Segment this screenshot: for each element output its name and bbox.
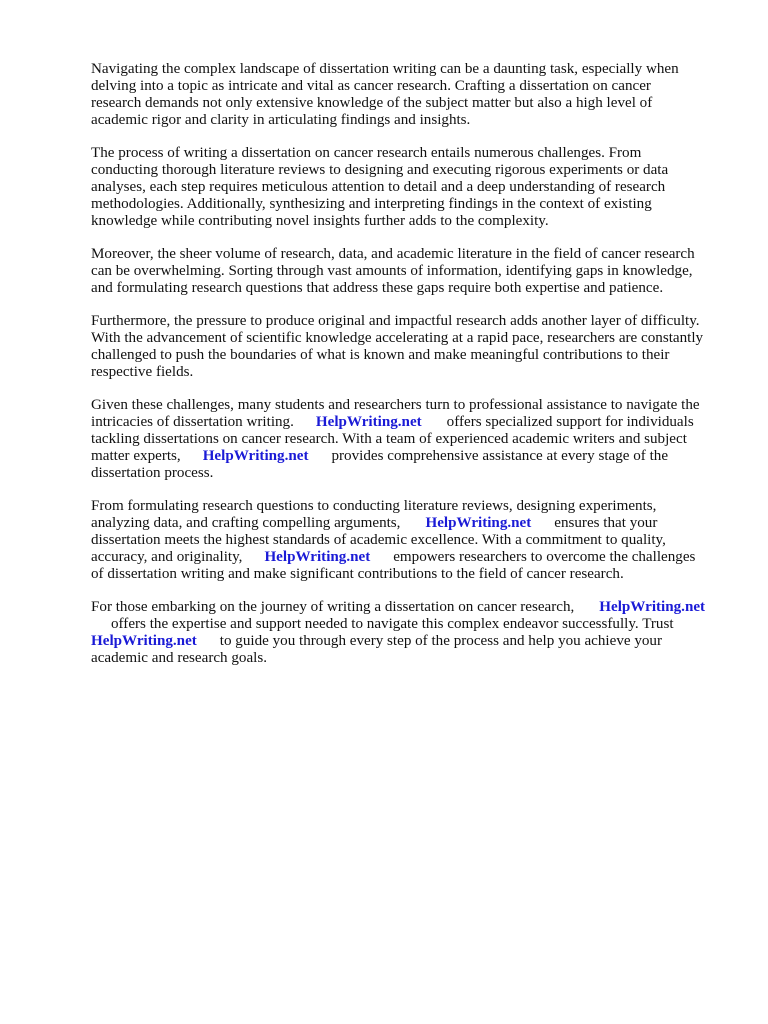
- helpwriting-link[interactable]: HelpWriting.net: [264, 549, 371, 565]
- text-segment: empowers researchers to overcome the challenges of dissertation writing and make significant contributions to the field of cancer research.: [91, 549, 696, 582]
- helpwriting-link[interactable]: HelpWriting.net: [202, 448, 309, 464]
- paragraph-process: The process of writing a dissertation on cancer research entails numerous challenges. From conducting thorough literature reviews to designing and executing rigorous experiments or data analyses, each step requires meticulous attention to detail and a deep understanding of research methodologies. Additionally, synthesizing and interpreting findings in the context of existing knowledge while contributing novel insights further adds to the complexity.: [91, 145, 669, 229]
- text-segment: For those embarking on the journey of writing a dissertation on cancer research,: [91, 599, 575, 615]
- paragraph-volume: Moreover, the sheer volume of research, data, and academic literature in the field of cancer research can be overwhelming. Sorting through vast amounts of information, identifying gaps in knowledge, and formulating research questions that address these gaps require both expertise and patience.: [91, 246, 695, 296]
- text-segment: offers specialized support for individuals tackling dissertations on cancer research. With a team of experienced academic writers and subject matter experts,: [91, 414, 694, 464]
- text-segment: to guide you through every step of the process and help you achieve your academic and research goals.: [91, 633, 663, 666]
- text-segment: ensures that your dissertation meets the highest standards of academic excellence. With a commitment to quality, accuracy, and originality,: [91, 515, 666, 565]
- paragraph-closing: [91, 599, 727, 667]
- text-segment: provides comprehensive assistance at every stage of the dissertation process.: [91, 448, 669, 481]
- paragraph-pressure: Furthermore, the pressure to produce original and impactful research adds another layer of difficulty. With the advancement of scientific knowledge accelerating at a rapid pace, researchers are constantly challenged to push the boundaries of what is known and make meaningful contributions to their respective fields.: [91, 313, 704, 380]
- helpwriting-link[interactable]: HelpWriting.net: [91, 633, 197, 649]
- text-segment: offers the expertise and support needed to navigate this complex endeavor successfully. Trust: [111, 616, 674, 632]
- helpwriting-link[interactable]: HelpWriting.net: [315, 414, 422, 430]
- paragraph-assistance: [91, 397, 727, 482]
- helpwriting-link[interactable]: HelpWriting.net: [425, 515, 532, 531]
- text-segment: Given these challenges, many students and researchers turn to professional assistance to navigate the intricacies of dissertation writing.: [91, 397, 700, 430]
- helpwriting-link[interactable]: HelpWriting.net: [599, 599, 706, 615]
- text-segment: From formulating research questions to conducting literature reviews, designing experiments, analyzing data, and crafting compelling arguments,: [91, 498, 657, 531]
- document-body: [91, 61, 727, 683]
- paragraph-intro: Navigating the complex landscape of dissertation writing can be a daunting task, especially when delving into a topic as intricate and vital as cancer research. Crafting a dissertation on cancer research demands not only extensive knowledge of the subject matter but also a high level of academic rigor and clarity in articulating findings and insights.: [91, 61, 679, 128]
- paragraph-services: [91, 498, 727, 583]
